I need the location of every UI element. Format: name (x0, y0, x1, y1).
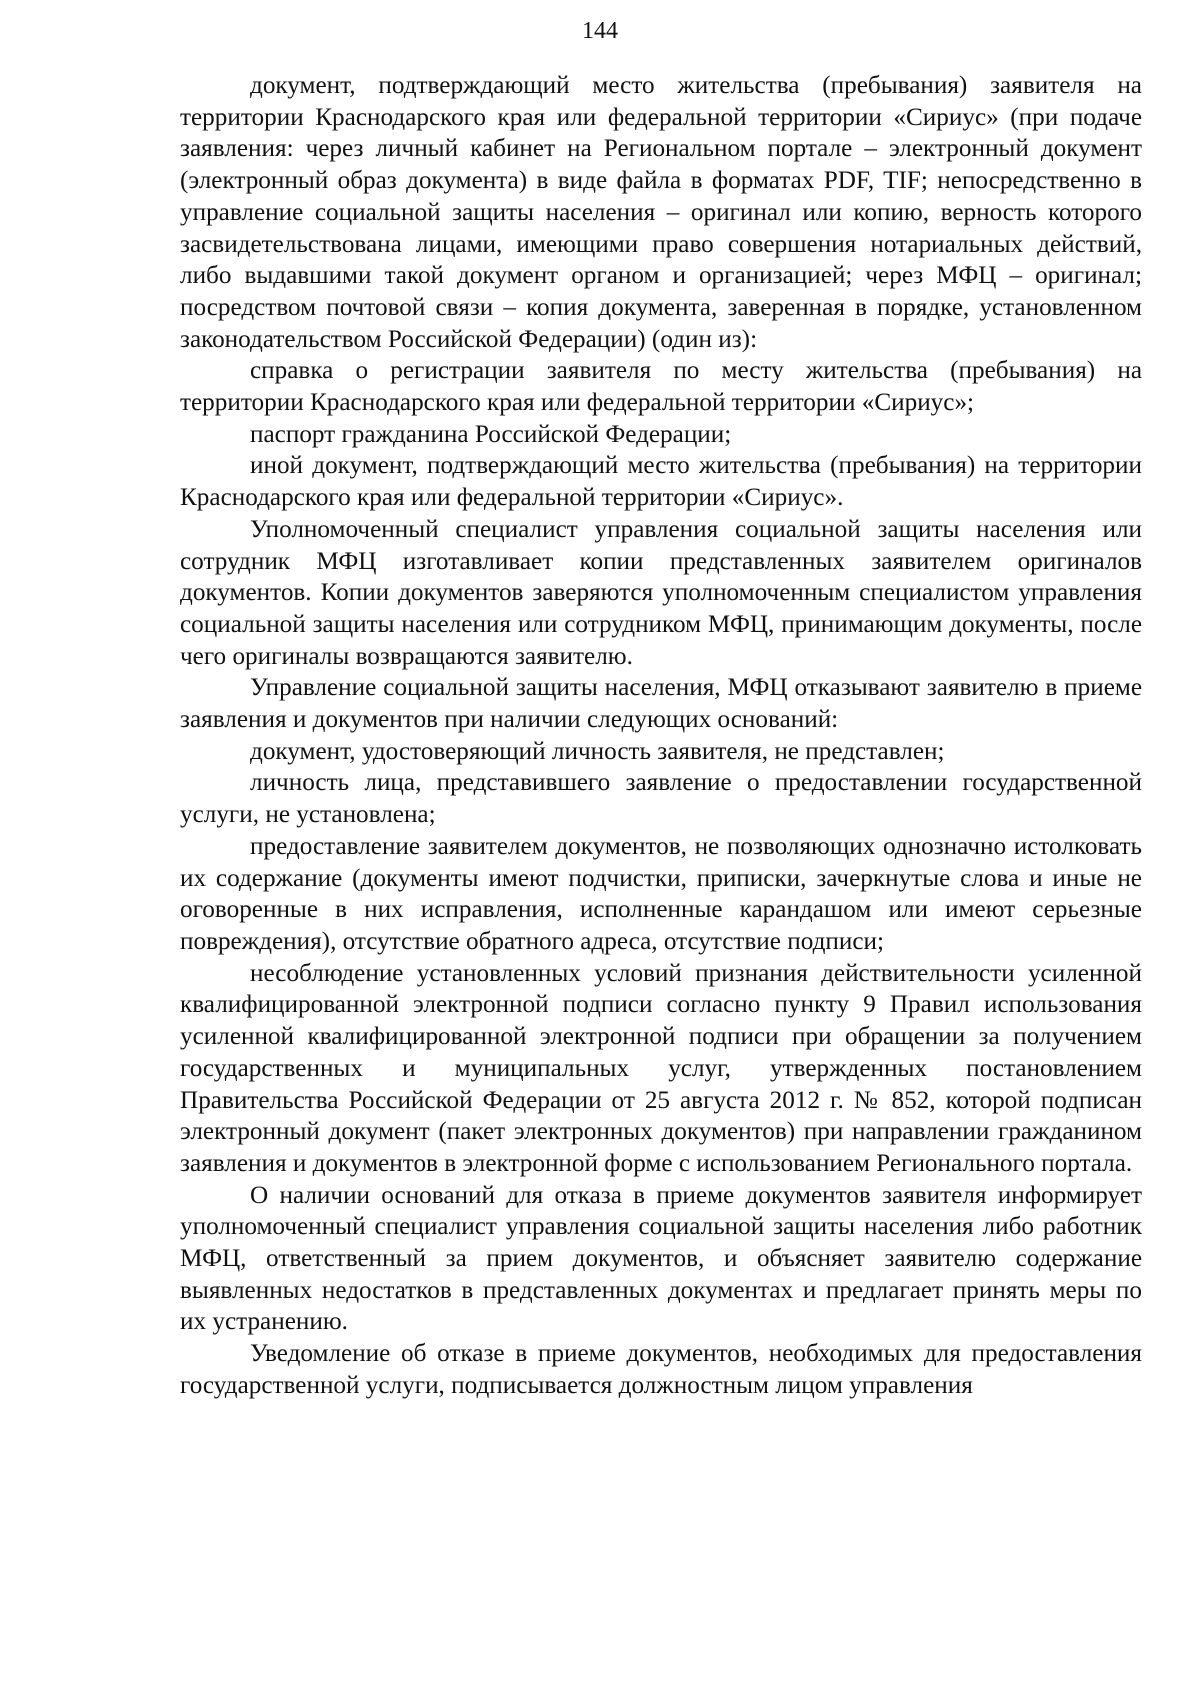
paragraph-document-copies: Уполномоченный специалист управления социальной защиты населения или сотрудник МФЦ изготавливает копии представленных заявителем оригиналов документов. Копии документов заверяются уполномоченным специалистом управления социальной защиты населения или сотрудником МФЦ, принимающим документы, после чего оригиналы возвращаются заявителю. (180, 515, 1142, 670)
paragraph-refusal-notification: О наличии оснований для отказа в приеме документов заявителя информирует уполномоченный специалист управления социальной защиты населения либо работник МФЦ, ответственный за прием документов, и объясняет заявителю содержание выявленных недостатков в представленных документах и предлагает принять меры по их устранению. (180, 1181, 1142, 1336)
paragraph-refusal-grounds: Управление социальной защиты населения, МФЦ отказывают заявителю в приеме заявления и документов при наличии следующих оснований: (180, 674, 1142, 734)
paragraph-identity-not-established: личность лица, представившего заявление о предоставлении государственной услуги, не установлена; (180, 769, 1142, 829)
paragraph-registration-certificate: справка о регистрации заявителя по месту жительства (пребывания) на территории Краснодарского края или федеральной территории «Сириус»; (180, 357, 1142, 417)
paragraph-refusal-signing: Уведомление об отказе в приеме документов, необходимых для предоставления государственной услуги, подписывается должностным лицом управления (180, 1340, 1142, 1399)
paragraph-residence-document: документ, подтверждающий место жительства (пребывания) заявителя на территории Краснодарского края или федеральной территории «Сириус» (при подаче заявления: через личный кабинет на Региональном портале – электронный документ (электронный образ документа) в виде файла в форматах PDF, TIF; непосредственно в управление социальной защиты населения – оригинал или копию, верность которого засвидетельствована лицами, имеющими право совершения нотариальных действий, либо выдавшими такой документ органом и организацией; через МФЦ – оригинал; посредством почтовой связи – копия документа, заверенная в порядке, установленном законодательством Российской Федерации) (один из): (180, 72, 1142, 353)
paragraph-passport: паспорт гражданина Российской Федерации; (250, 420, 732, 448)
paragraph-identity-not-provided: документ, удостоверяющий личность заявителя, не представлен; (250, 737, 945, 765)
paragraph-ambiguous-documents: предоставление заявителем документов, не позволяющих однозначно истолковать их содержание (документы имеют подчистки, приписки, зачеркнутые слова и иные не оговоренные в них исправления, исполненные карандашом или имеют серьезные повреждения), отсутствие обратного адреса, отсутствие подписи; (180, 832, 1142, 955)
paragraph-signature-noncompliance: несоблюдение установленных условий признания действительности усиленной квалифицированной электронной подписи согласно пункту 9 Правил использования усиленной квалифицированной электронной подписи при обращении за получением государственных и муниципальных услуг, утвержденных постановлением Правительства Российской Федерации от 25 августа 2012 г. № 852, которой подписан электронный документ (пакет электронных документов) при направлении гражданином заявления и документов в электронной форме с использованием Регионального портала. (180, 959, 1142, 1177)
document-body (180, 70, 1142, 1402)
page-number: 144 (582, 18, 618, 44)
paragraph-other-document: иной документ, подтверждающий место жительства (пребывания) на территории Краснодарского края или федеральной территории «Сириус». (180, 452, 1142, 512)
